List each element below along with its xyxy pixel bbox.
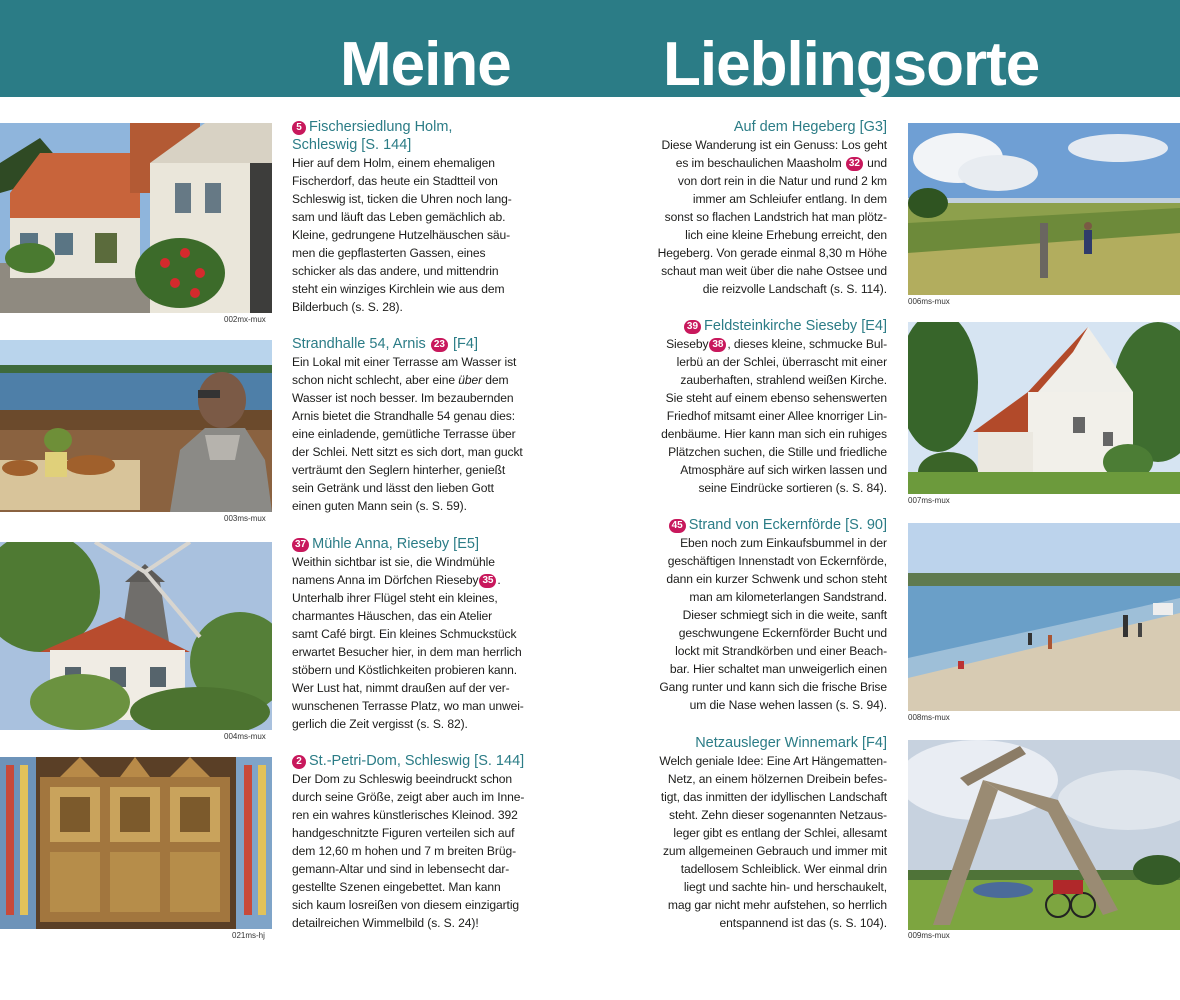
text-line: liegt und sachte hin- und herschaukelt,	[683, 880, 887, 894]
photo-netzausleger	[908, 740, 1180, 930]
text-line: Arnis bietet die Strandhalle 54 genau dies:	[292, 409, 515, 423]
text-line: sonst so flachen Landstrich hat man plötz-	[664, 210, 887, 224]
text-line: ren ein wahres künstlerisches Kleinod. 392	[292, 808, 518, 822]
photo-credit: 002mx-mux	[224, 315, 266, 324]
text-line: schon nicht schlecht, aber eine	[292, 373, 455, 387]
entry-title	[292, 535, 532, 553]
map-number-badge: 32	[846, 157, 863, 171]
photo-credit: 006ms-mux	[908, 297, 950, 306]
text-line: gerlich die Zeit vergisst (s. S. 82).	[292, 717, 468, 731]
entry-netzausleger	[640, 734, 887, 932]
map-number-badge: 38	[709, 338, 726, 352]
text-line: gestellte Szenen eingebettet. Man kann	[292, 880, 501, 894]
photo-muehle-anna	[0, 542, 272, 730]
map-number-badge: 5	[292, 121, 306, 135]
text-line: entspannend ist das (s. S. 104).	[719, 916, 887, 930]
text-line: Eben noch zum Einkaufsbummel in der	[680, 536, 887, 550]
text-line: durch seine Größe, zeigt aber auch im Inne-	[292, 790, 525, 804]
text-line: Hier auf dem Holm, einem ehemaligen	[292, 156, 495, 170]
text-line: verträumt den Seglern hinterher, genießt	[292, 463, 506, 477]
text-line: , dieses kleine, schmucke Bul-	[727, 337, 887, 351]
text-line: Plätzchen suchen, die Stille und friedliche	[668, 445, 887, 459]
text-line: sich kaum losreißen von diesem einzigartig	[292, 898, 520, 912]
entry-title	[640, 118, 887, 136]
entry-body	[292, 353, 532, 515]
entry-title	[640, 317, 887, 335]
text-line: schicker als das andere, und mittendrin	[292, 264, 499, 278]
text-line: samt Café birgt. Ein kleines Schmuckstück	[292, 627, 517, 641]
entry-title	[292, 752, 532, 770]
text-line: lockt mit Strandkörben und einer Beach-	[675, 644, 887, 658]
entry-title	[640, 516, 887, 534]
text-line: Hegeberg. Von gerade einmal 8,30 m Höhe	[657, 246, 887, 260]
text-line: charmantes Häuschen, das ein Atelier	[292, 609, 493, 623]
entry-title	[292, 118, 532, 154]
text-line: Kleine, gedrungene Hutzelhäuschen säu-	[292, 228, 511, 242]
entry-title-text: Mühle Anna, Rieseby [E5]	[312, 536, 479, 552]
text-line: geschäftigen Innenstadt von Eckernförde,	[667, 554, 887, 568]
text-line: Bilderbuch (s. S. 28).	[292, 300, 403, 314]
text-line: es im beschaulichen Maasholm	[675, 156, 842, 170]
header-bar	[0, 0, 1180, 97]
entry-body	[640, 335, 887, 497]
text-line: Schleswig ist, ticken die Uhren noch lang-	[292, 192, 512, 206]
text-line: schaut man weit über die nahe Ostsee und	[661, 264, 887, 278]
text-line: einen guten Mann sein (s. S. 59).	[292, 499, 467, 513]
text-line: denbäume. Hier kann man sich ein ruhiges	[661, 427, 887, 441]
text-line: eine einladende, gemütliche Terrasse über	[292, 427, 516, 441]
text-line: tigt, das inmitten der idyllischen Landschaft	[660, 790, 887, 804]
text-line: Gang runter und kann sich die frische Brise	[659, 680, 887, 694]
text-line: immer am Schleiufer entlang. In dem	[692, 192, 887, 206]
entry-muehle-anna	[292, 535, 532, 733]
photo-strandhalle	[0, 340, 272, 512]
entry-title-text: Strand von Eckernförde [S. 90]	[688, 517, 887, 533]
text-line: Ein Lokal mit einer Terrasse am Wasser ist	[292, 355, 517, 369]
entry-feldsteinkirche	[640, 317, 887, 497]
text-line: leger gibt es entlang der Schlei, allesamt	[673, 826, 887, 840]
map-number-badge: 45	[669, 519, 686, 533]
photo-credit: 008ms-mux	[908, 713, 950, 722]
entry-title	[640, 734, 887, 752]
text-line: dann ein kurzer Schwenk und schon steht	[666, 572, 887, 586]
text-line: wunschenen Terrasse Platz, wo man unwei-	[292, 699, 524, 713]
photo-st-petri-dom	[0, 757, 272, 929]
text-line: Sie steht auf einem ebenso sehenswerten	[665, 391, 887, 405]
map-number-badge: 2	[292, 755, 306, 769]
entry-body	[292, 553, 532, 733]
text-line: steht. Zehn dieser sogenannten Netzaus-	[669, 808, 887, 822]
entry-title-text: Auf dem Hegeberg [G3]	[733, 119, 887, 135]
text-line: lich eine kleine Erhebung erreicht, den	[685, 228, 887, 242]
text-line: zauberhaften, strahlend weißen Kirche.	[680, 373, 887, 387]
entry-hegeberg	[640, 118, 887, 298]
text-line: stöbern und Köstlichkeiten probieren kann.	[292, 663, 518, 677]
entry-body	[292, 770, 532, 932]
text-line: die reizvolle Landschaft (s. S. 114).	[702, 282, 887, 296]
text-line: Netz, an einem hölzernen Dreibein befes-	[667, 772, 887, 786]
entry-fischersiedlung	[292, 118, 532, 316]
map-number-badge: 35	[479, 574, 496, 588]
entry-strandhalle	[292, 335, 532, 515]
text-line: sam und läuft das Leben gemächlich ab.	[292, 210, 506, 224]
emphasis-text: über	[458, 373, 483, 387]
text-line: der Schlei. Nett sitzt es sich dort, man guckt	[292, 445, 523, 459]
text-line: dem 12,60 m hohen und 7 m breiten Brüg-	[292, 844, 517, 858]
text-line: mag gar nicht mehr aufstehen, so herrlich	[667, 898, 887, 912]
text-line: Welch geniale Idee: Eine Art Hängematten-	[659, 754, 887, 768]
text-line: Unterhalb ihrer Flügel steht ein kleines,	[292, 591, 498, 605]
entry-body	[640, 534, 887, 714]
text-line: Dieser schmiegt sich in die weite, sanft	[682, 608, 887, 622]
text-line: man am kilometerlangen Sandstrand.	[689, 590, 887, 604]
text-line: um die Nase wehen lassen (s. S. 94).	[689, 698, 887, 712]
text-line: .	[497, 573, 501, 587]
photo-feldsteinkirche	[908, 322, 1180, 494]
entry-body	[640, 752, 887, 932]
text-line: handgeschnitzte Figuren verteilen sich auf	[292, 826, 515, 840]
text-line: und	[863, 156, 887, 170]
text-line: geschwungene Eckernförder Bucht und	[678, 626, 887, 640]
text-line: Wer Lust hat, nimmt draußen auf der ver-	[292, 681, 510, 695]
map-number-badge: 23	[431, 338, 448, 352]
photo-hegeberg	[908, 123, 1180, 295]
text-line: erwartet Besucher hier, in dem man herrlich	[292, 645, 522, 659]
text-line: Wasser ist noch besser. Im bezaubernden	[292, 391, 514, 405]
photo-strand-eckernfoerde	[908, 523, 1180, 711]
photo-credit: 007ms-mux	[908, 496, 950, 505]
text-line: Der Dom zu Schleswig beeindruckt schon	[292, 772, 513, 786]
page-title-word-1: Meine	[340, 30, 511, 99]
text-line: Weithin sichtbar ist sie, die Windmühle	[292, 555, 495, 569]
photo-credit: 004ms-mux	[224, 732, 266, 741]
map-number-badge: 39	[684, 320, 701, 334]
entry-title-text: Feldsteinkirche Sieseby [E4]	[704, 318, 887, 334]
photo-credit: 003ms-mux	[224, 514, 266, 523]
text-line: men die gepflasterten Gassen, eines	[292, 246, 486, 260]
text-line: sein Getränk und lässt den lieben Gott	[292, 481, 494, 495]
text-line: Diese Wanderung ist ein Genuss: Los geht	[661, 138, 887, 152]
text-line: Fischerdorf, das heute ein Stadtteil von	[292, 174, 498, 188]
text-line: bar. Hier schaltet man unweigerlich einen	[669, 662, 887, 676]
text-line: dem	[482, 373, 509, 387]
photo-fischersiedlung	[0, 123, 272, 313]
text-line: Friedhof mitsamt einer Allee knorriger Lin-	[666, 409, 887, 423]
entry-body	[292, 154, 532, 316]
entry-title-text: St.-Petri-Dom, Schleswig [S. 144]	[309, 753, 525, 769]
map-grid-ref: [F4]	[453, 336, 478, 352]
entry-title	[292, 335, 532, 353]
map-number-badge: 37	[292, 538, 309, 552]
text-line: gemann-Altar und sind in lebensecht dar-	[292, 862, 510, 876]
entry-title-line: Fischersiedlung Holm,	[309, 119, 453, 135]
photo-credit: 009ms-mux	[908, 931, 950, 940]
text-line: steht ein winziges Kirchlein wie aus dem	[292, 282, 505, 296]
entry-strand-eckernfoerde	[640, 516, 887, 714]
photo-credit: 021ms-hj	[232, 931, 265, 940]
text-line: tadellosem Schleiblick. Wer einmal drin	[680, 862, 887, 876]
text-line: Sieseby	[666, 337, 709, 351]
entry-title-line: Schleswig [S. 144]	[292, 137, 412, 153]
text-line: Atmosphäre auf sich wirken lassen und	[680, 463, 887, 477]
text-line: detailreichen Wimmelbild (s. S. 24)!	[292, 916, 479, 930]
text-line: namens Anna im Dörfchen Rieseby	[292, 573, 479, 587]
entry-title-text: Strandhalle 54, Arnis	[292, 336, 426, 352]
text-line: seine Eindrücke sortieren (s. S. 84).	[698, 481, 887, 495]
entry-title-text: Netzausleger Winnemark [F4]	[695, 735, 887, 751]
text-line: von dort rein in die Natur und rund 2 km	[677, 174, 887, 188]
entry-st-petri-dom	[292, 752, 532, 932]
text-line: lerbü an der Schlei, überrascht mit einer	[676, 355, 887, 369]
entry-body	[640, 136, 887, 298]
text-line: zum allgemeinen Gebrauch und immer mit	[662, 844, 887, 858]
page-title-word-2: Lieblingsorte	[663, 30, 1040, 99]
